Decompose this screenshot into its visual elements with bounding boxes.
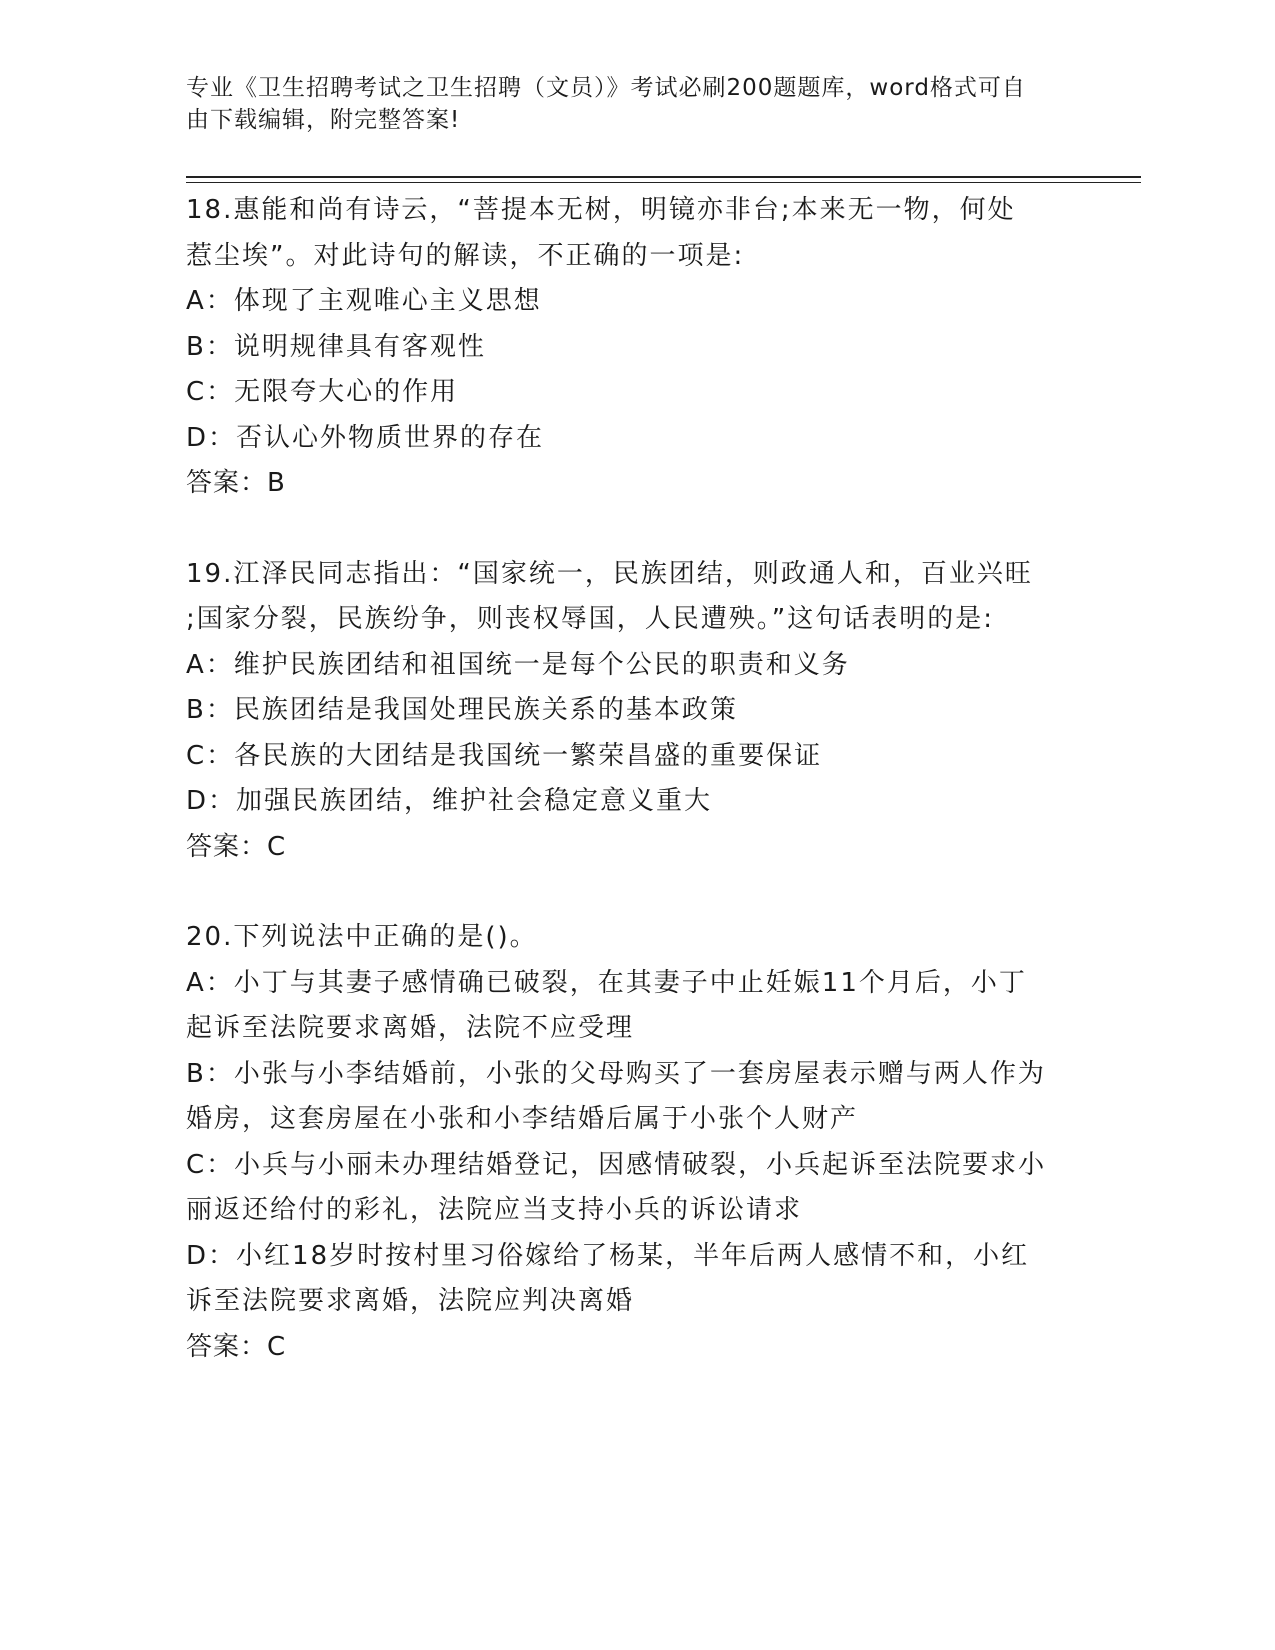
answer-line: 答案：C <box>186 1331 287 1362</box>
option-text: 起诉至法院要求离婚，法院不应受理 <box>186 1013 635 1043</box>
question-stem <box>186 552 1066 643</box>
question-stem <box>186 915 1066 961</box>
option-a <box>186 279 1066 325</box>
header-divider-thick <box>186 176 1141 178</box>
option-text: D：小红18岁时按村里习俗嫁给了杨某，半年后两人感情不和，小红 <box>186 1240 1030 1271</box>
option-text: D：加强民族团结，维护社会稳定意义重大 <box>186 786 713 816</box>
option-text: A：维护民族团结和祖国统一是每个公民的职责和义务 <box>186 649 850 680</box>
stem-line: 惹尘埃”。对此诗句的解读，不正确的一项是: <box>186 240 745 271</box>
question-stem <box>186 188 1066 279</box>
option-text: C：小兵与小丽未办理结婚登记，因感情破裂，小兵起诉至法院要求小 <box>186 1149 1047 1180</box>
option-text: B：民族团结是我国处理民族关系的基本政策 <box>186 695 738 725</box>
option-text: D：否认心外物质世界的存在 <box>186 422 545 453</box>
option-b <box>186 325 1066 371</box>
stem-line: 20.下列说法中正确的是()。 <box>186 922 538 952</box>
option-text: A：体现了主观唯心主义思想 <box>186 286 542 316</box>
option-text: C：无限夸大心的作用 <box>186 377 459 407</box>
option-c <box>186 370 1066 416</box>
question-18 <box>186 188 1066 507</box>
option-c <box>186 734 1066 780</box>
question-spacer <box>186 870 1066 915</box>
stem-line: 18.惠能和尚有诗云，“菩提本无树，明镜亦非台;本来无一物，何处 <box>186 195 1016 225</box>
document-header <box>186 72 1066 136</box>
option-text: B：说明规律具有客观性 <box>186 331 486 362</box>
option-d <box>186 416 1066 462</box>
option-b <box>186 1052 1066 1143</box>
question-19 <box>186 552 1066 871</box>
option-a <box>186 961 1066 1052</box>
question-spacer <box>186 507 1066 552</box>
answer-line: 答案：B <box>186 468 286 498</box>
option-text: 诉至法院要求离婚，法院应判决离婚 <box>186 1286 635 1316</box>
option-a <box>186 643 1066 689</box>
question-20 <box>186 915 1066 1370</box>
stem-line: 19.江泽民同志指出：“国家统一，民族团结，则政通人和，百业兴旺 <box>186 558 1033 589</box>
option-d <box>186 779 1066 825</box>
option-c <box>186 1143 1066 1234</box>
header-line-1: 专业《卫生招聘考试之卫生招聘（文员）》考试必刷200题题库，word格式可自 <box>186 75 1026 101</box>
stem-line: ;国家分裂，民族纷争，则丧权辱国，人民遭殃。”这句话表明的是: <box>186 604 994 634</box>
header-line-2: 由下载编辑，附完整答案! <box>186 107 461 133</box>
option-text: B：小张与小李结婚前，小张的父母购买了一套房屋表示赠与两人作为 <box>186 1058 1046 1089</box>
option-text: A：小丁与其妻子感情确已破裂，在其妻子中止妊娠11个月后，小丁 <box>186 967 1027 998</box>
option-d <box>186 1234 1066 1325</box>
option-b <box>186 688 1066 734</box>
question-list <box>186 188 1066 1370</box>
answer-line: 答案：C <box>186 831 287 862</box>
option-text: 婚房，这套房屋在小张和小李结婚后属于小张个人财产 <box>186 1104 859 1134</box>
option-text: 丽返还给付的彩礼，法院应当支持小兵的诉讼请求 <box>186 1195 803 1225</box>
option-text: C：各民族的大团结是我国统一繁荣昌盛的重要保证 <box>186 740 823 771</box>
header-divider-thin <box>186 182 1141 183</box>
